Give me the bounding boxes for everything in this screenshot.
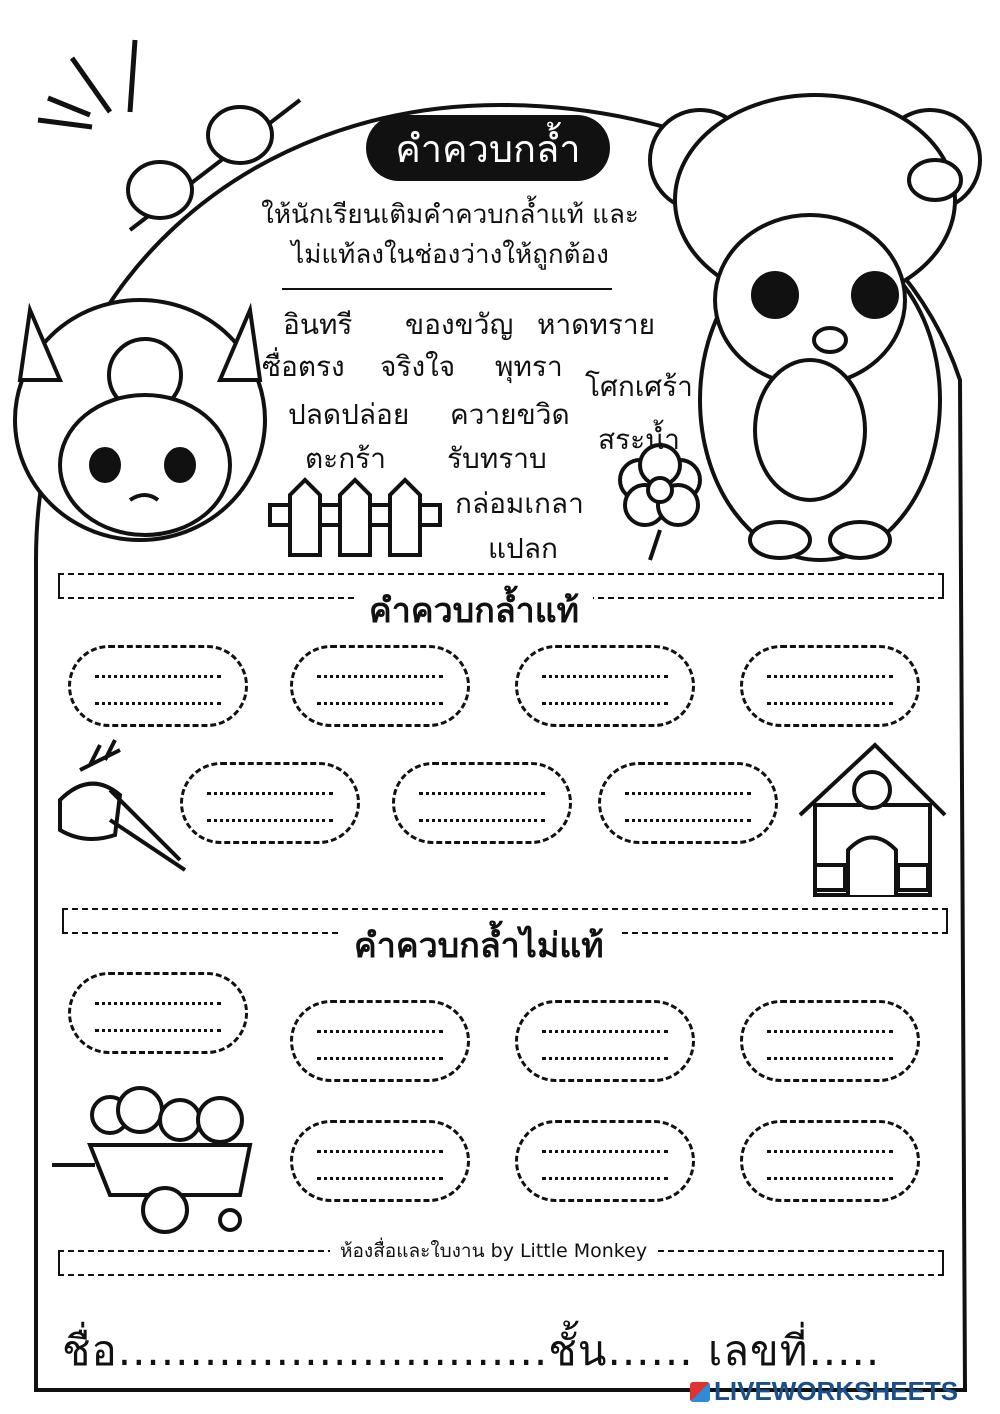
class-field[interactable]: ...... — [607, 1326, 694, 1375]
answer-blank[interactable] — [290, 645, 470, 727]
word-bank-item[interactable]: โศกเศร้า — [585, 370, 693, 403]
section-title-true-cluster: คำควบกล้ำแท้ — [355, 583, 593, 637]
sparkle-icon — [38, 40, 135, 127]
answer-blank[interactable] — [740, 645, 920, 727]
word-bank-item[interactable]: แปลก — [488, 532, 558, 565]
fence-icon — [270, 480, 440, 555]
instruction-line-1: ให้นักเรียนเติมคำควบกล้ำแท้ และ — [261, 200, 639, 230]
student-info-line — [62, 1318, 880, 1384]
answer-blank[interactable] — [740, 1120, 920, 1202]
brand-logo — [690, 1376, 958, 1407]
instruction-line-2: ไม่แท้ลงในช่องว่างให้ถูกต้อง — [291, 240, 609, 270]
word-bank-item[interactable]: ปลดปล่อย — [288, 398, 410, 431]
word-bank-item[interactable]: อินทรี — [283, 308, 353, 341]
answer-blank[interactable] — [515, 645, 695, 727]
answer-blank[interactable] — [515, 1000, 695, 1082]
word-bank-item[interactable]: ตะกร้า — [305, 442, 386, 475]
number-field[interactable]: ..... — [808, 1326, 881, 1375]
class-label: ชั้น — [548, 1326, 608, 1375]
divider — [282, 288, 612, 290]
brand-name: LIVEWORKSHEETS — [714, 1376, 959, 1406]
name-field[interactable]: .............................. — [117, 1326, 549, 1375]
brand-badge-icon — [690, 1382, 710, 1402]
wheelbarrow-icon — [52, 1088, 250, 1232]
word-bank-item[interactable]: จริงใจ — [380, 350, 456, 383]
word-bank-item[interactable]: ของขวัญ — [405, 308, 514, 341]
word-bank-item[interactable]: ซื่อตรง — [262, 350, 345, 383]
name-label: ชื่อ — [62, 1326, 118, 1375]
answer-blank[interactable] — [740, 1000, 920, 1082]
instructions — [205, 195, 695, 275]
bear-costume-girl-icon — [650, 95, 980, 560]
word-bank-item[interactable]: รับทราบ — [447, 442, 547, 475]
word-bank-item[interactable]: สระน้ำ — [598, 423, 681, 456]
number-label: เลขที่ — [707, 1326, 809, 1375]
section-title-false-cluster: คำควบกล้ำไม่แท้ — [340, 918, 618, 972]
flower-icon — [620, 445, 700, 560]
answer-blank[interactable] — [598, 762, 778, 844]
credit-text: ห้องสื่อและใบงาน by Little Monkey — [330, 1236, 657, 1266]
answer-blank[interactable] — [290, 1000, 470, 1082]
word-bank-item[interactable]: พุทรา — [495, 350, 563, 383]
garden-tools-icon — [60, 740, 185, 870]
answer-blank[interactable] — [180, 762, 360, 844]
answer-blank[interactable] — [68, 645, 248, 727]
word-bank-item[interactable]: กล่อมเกลา — [455, 487, 584, 520]
fox-costume-girl-icon — [15, 300, 265, 540]
word-bank-item[interactable]: หาดทราย — [537, 308, 655, 341]
answer-blank[interactable] — [290, 1120, 470, 1202]
birdhouse-icon — [800, 745, 945, 895]
answer-blank[interactable] — [515, 1120, 695, 1202]
answer-blank[interactable] — [392, 762, 572, 844]
word-bank-item[interactable]: ควายขวิด — [450, 398, 570, 431]
worksheet-title: คำควบกล้ำ — [366, 115, 610, 181]
answer-blank[interactable] — [68, 972, 248, 1054]
